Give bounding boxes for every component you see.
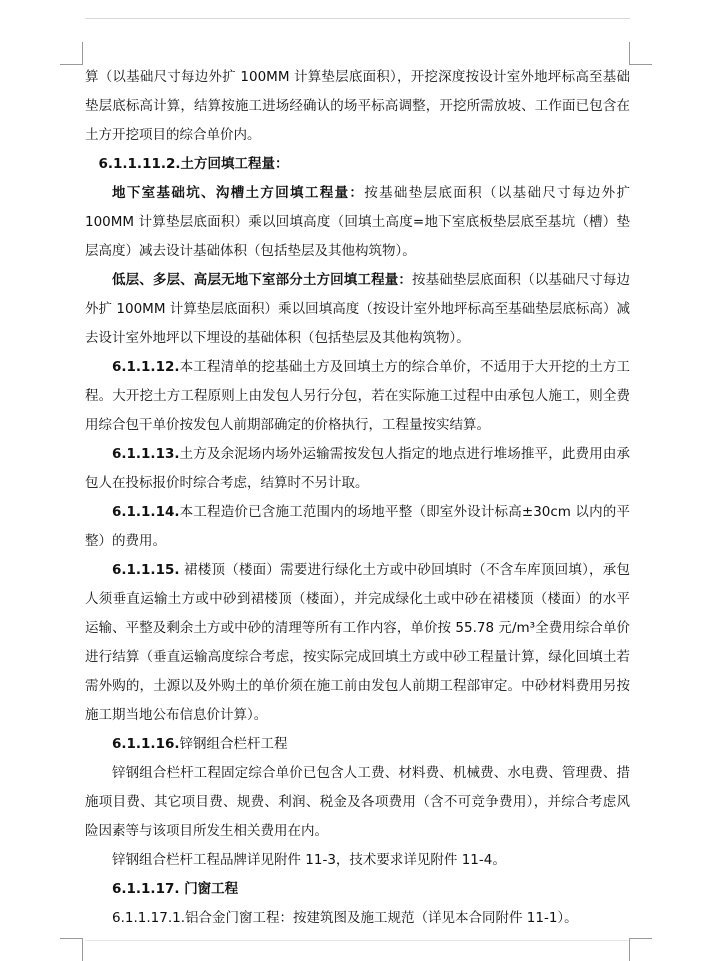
clause-number: 6.1.1.12. [112,359,180,375]
clause-number: 6.1.1.17. [112,881,180,897]
clause-number: 6.1.1.14. [112,504,180,520]
paragraph-aluminium-windows: 6.1.1.17.1.铝合金门窗工程：按建筑图及施工规范（详见本合同附件 11-1）。 [112,910,578,926]
document-body [85,63,630,933]
crop-mark-top-right [629,42,652,65]
basement-backfill-text: 按基础垫层底面积（以基础尺寸每边外扩 100MM 计算垫层底面积）乘以回填高度（回填土高度=地下室底板垫层底至基坑（槽）垫层高度）减去设计基础体积（包括垫层及其他构筑物）。 [85,185,630,259]
crop-mark-bottom-right [629,938,652,961]
paragraph-non-basement-backfill [85,266,630,353]
clause-text: 本工程造价已含施工范围内的场地平整（即室外设计标高±30cm 以内的平整）的费用。 [85,504,630,549]
heading-backfill-quantity: 6.1.1.11.2.土方回填工程量： [98,156,289,172]
clause-6-1-1-14 [85,498,630,556]
clause-number: 6.1.1.15. [112,562,180,578]
basement-backfill-label: 地下室基础坑、沟槽土方回填工程量： [112,185,365,201]
clause-number: 6.1.1.13. [112,446,180,462]
paragraph-basement-backfill [85,179,630,266]
clause-title: 门窗工程 [184,881,239,897]
clause-text: 裙楼顶（楼面）需要进行绿化土方或中砂回填时（不含车库顶回填），承包人须垂直运输土方或中砂到裙楼顶（楼面），并完成绿化土或中砂在裙楼顶（楼面）的水平运输、平整及剩余土方或中砂的清理等所有工作内容，单价按 55.78 元/m³全费用综合单价进行结算（垂直运输高度综合考虑，按实际完成回填土方或中砂工程量计算，绿化回填土若需外购的，土源以及外购土的单价须在施工前由发包人前期工程部审定。中砂材料费用另按施工期当地公布信息价计算）。 [85,562,631,723]
clause-6-1-1-15 [85,556,630,730]
paragraph-railing-brand: 锌钢组合栏杆工程品牌详见附件 11-3，技术要求详见附件 11-4。 [112,852,506,868]
page-bottom-edge [85,940,630,941]
non-basement-backfill-text: 按基础垫层底面积（以基础尺寸每边外扩 100MM 计算垫层底面积）乘以回填高度（按设计室外地坪标高至基础垫层底标高）减去设计室外地坪以下埋设的基础体积（包括垫层及其他构筑物）。 [85,272,631,346]
clause-text: 本工程清单的挖基础土方及回填土方的综合单价，不适用于大开挖的土方工程。大开挖土方工程原则上由发包人另行分包，若在实际施工过程中由承包人施工，则全费用综合包干单价按发包人前期部确定的价格执行，工程量按实结算。 [85,359,630,433]
clause-text: 土方及余泥场内场外运输需按发包人指定的地点进行堆场推平，此费用由承包人在投标报价时综合考虑，结算时不另计取。 [85,446,630,491]
clause-title: 锌钢组合栏杆工程 [179,736,288,752]
crop-mark-top-left [60,42,83,65]
clause-6-1-1-13 [85,440,630,498]
paragraph-railing-price: 锌钢组合栏杆工程固定综合单价已包含人工费、材料费、机械费、水电费、管理费、措施项目费、其它项目费、规费、利润、税金及各项费用（含不可竞争费用），并综合考虑风险因素等与该项目所发生相关费用在内。 [85,765,630,839]
clause-6-1-1-16-heading [85,730,630,759]
non-basement-backfill-label: 低层、多层、高层无地下室部分土方回填工程量： [112,272,412,288]
clause-6-1-1-12 [85,353,630,440]
paragraph-excavation-continued: 算（以基础尺寸每边外扩 100MM 计算垫层底面积），开挖深度按设计室外地坪标高至基础垫层底标高计算，结算按施工进场经确认的场平标高调整，开挖所需放坡、工作面已包含在土方开挖项目的综合单价内。 [85,69,630,143]
clause-6-1-1-17-heading [85,875,630,904]
clause-number: 6.1.1.16. [112,736,180,752]
crop-mark-bottom-left [60,938,83,961]
page-top-edge [85,18,630,19]
